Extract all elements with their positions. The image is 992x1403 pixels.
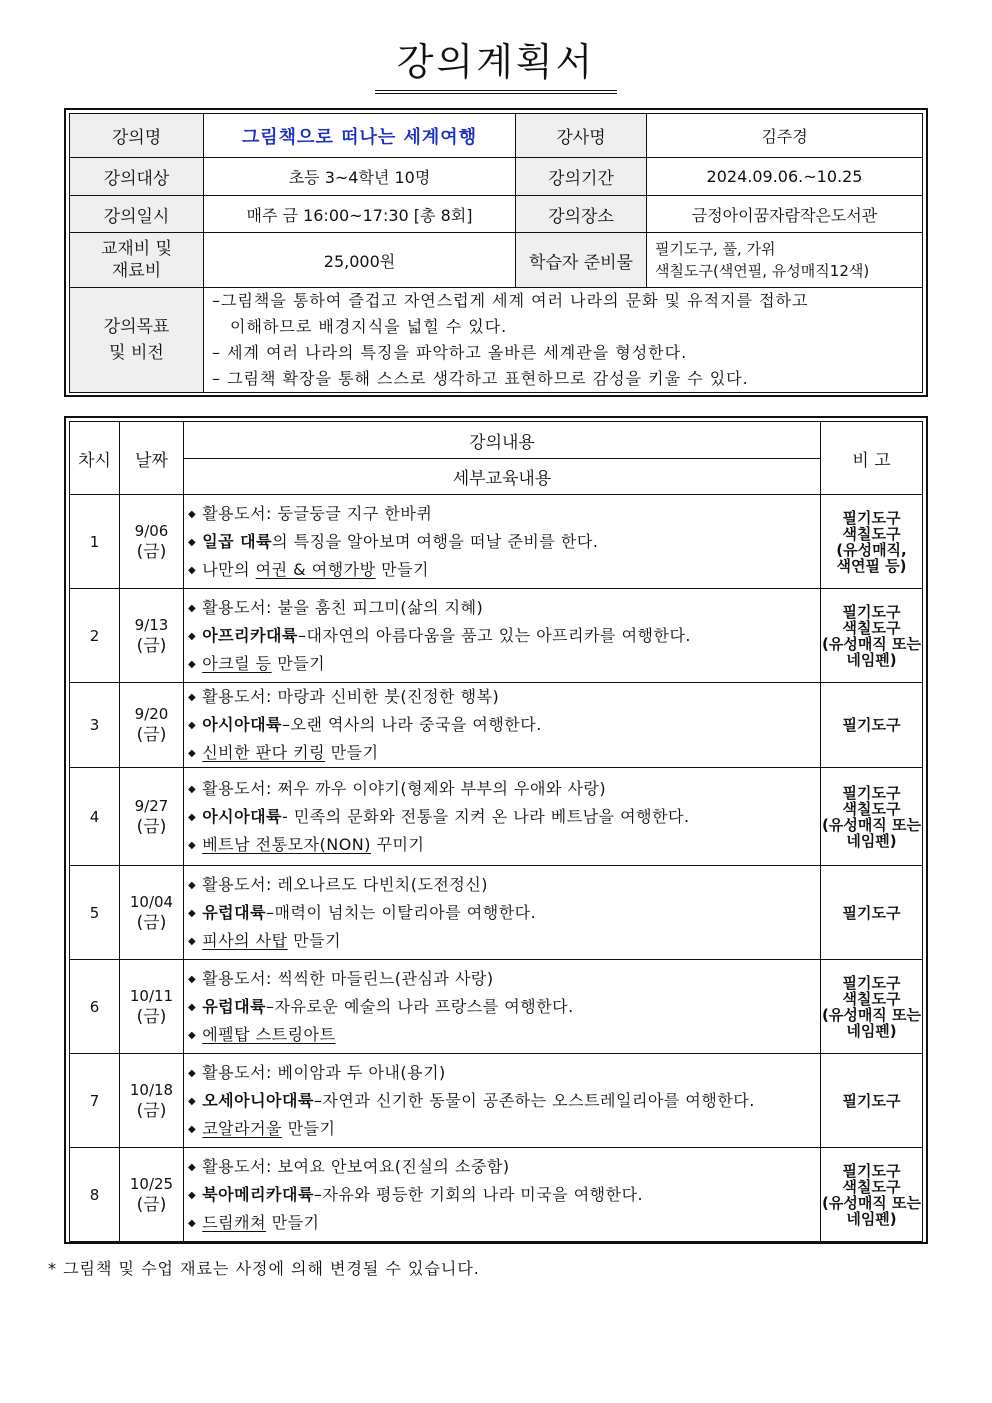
diamond-bullet-icon: ◆ <box>188 630 197 642</box>
course-name-label: 강의명 <box>70 114 204 158</box>
goals-label-line-1: 강의목표 <box>103 317 170 337</box>
session-date: 9/06 <box>134 521 169 540</box>
note-line: 네임펜) <box>846 650 897 669</box>
session-date: 9/20 <box>134 705 169 723</box>
session-detail <box>184 1054 821 1148</box>
activity-item: 코알라거울 <box>202 1118 282 1138</box>
detail-header: 세부교육내용 <box>184 459 821 495</box>
topic-text: –매력이 넘치는 이탈리아를 여행한다. <box>266 902 537 922</box>
period-label: 강의기간 <box>516 158 647 196</box>
prep-value <box>647 233 923 288</box>
document-title: 강의계획서 <box>375 36 618 94</box>
schedule-label: 강의일시 <box>70 196 204 233</box>
continent-name: 오세아니아대륙 <box>202 1090 314 1110</box>
note-line: 색칠도구 <box>842 1177 901 1196</box>
continent-name: 북아메리카대륙 <box>202 1184 314 1204</box>
prep-line-2: 색칠도구(색연필, 유성매직12색) <box>655 262 870 280</box>
book-text: 활용도서: 씩씩한 마들린느(관심과 사랑) <box>202 968 494 988</box>
book-text: 활용도서: 쩌우 까우 이야기(형제와 부부의 우애와 사랑) <box>202 778 607 798</box>
activity-suffix: 만들기 <box>375 559 430 579</box>
topic-text: –자유와 평등한 기회의 나라 미국을 여행한다. <box>313 1184 644 1204</box>
instructor-label: 강사명 <box>516 114 647 158</box>
session-weekday: (금) <box>136 912 167 933</box>
session-number: 7 <box>70 1054 120 1148</box>
activity-suffix: 만들기 <box>287 930 342 950</box>
session-header: 차시 <box>70 422 120 495</box>
diamond-bullet-icon: ◆ <box>188 602 197 614</box>
topic-text: - 민족의 문화와 전통을 지켜 온 나라 베트남을 여행한다. <box>281 806 690 826</box>
prep-label: 학습자 준비물 <box>516 233 647 288</box>
target-label: 강의대상 <box>70 158 204 196</box>
session-detail <box>184 495 821 589</box>
topic-text: –대자연의 아름다움을 품고 있는 아프리카를 여행한다. <box>297 625 692 645</box>
course-name: 그림책으로 떠나는 세계여행 <box>204 114 516 158</box>
schedule-table <box>69 421 923 1242</box>
venue-label: 강의장소 <box>516 196 647 233</box>
fee-value: 25,000원 <box>204 233 516 288</box>
session-row <box>70 960 923 1054</box>
note-line: (유성매직 또는 <box>821 815 922 834</box>
note-line: (유성매직 또는 <box>821 1193 922 1212</box>
topic-line <box>188 993 820 1021</box>
session-detail <box>184 683 821 768</box>
diamond-bullet-icon: ◆ <box>188 1189 197 1201</box>
goals-label <box>70 288 204 393</box>
activity-line <box>188 927 820 955</box>
note-header: 비 고 <box>821 422 923 495</box>
session-date: 9/13 <box>134 615 169 634</box>
session-date-cell <box>120 495 184 589</box>
diamond-bullet-icon: ◆ <box>188 1161 197 1173</box>
book-text: 활용도서: 레오나르도 다빈치(도전정신) <box>202 874 489 894</box>
note-line: (유성매직 또는 <box>821 1005 922 1024</box>
activity-suffix: 만들기 <box>271 653 326 673</box>
session-detail <box>184 589 821 683</box>
session-note <box>821 1054 923 1148</box>
session-number: 4 <box>70 768 120 866</box>
diamond-bullet-icon: ◆ <box>188 973 197 985</box>
note-line: (유성매직 또는 <box>821 634 922 653</box>
session-note <box>821 589 923 683</box>
topic-line <box>188 1181 820 1209</box>
session-date-cell <box>120 768 184 866</box>
session-date: 10/04 <box>129 892 174 911</box>
diamond-bullet-icon: ◆ <box>188 811 197 823</box>
activity-line <box>188 739 820 767</box>
activity-line <box>188 1021 820 1049</box>
session-detail <box>184 1148 821 1242</box>
course-info-table <box>69 113 923 393</box>
activity-item: 신비한 판다 키링 <box>202 743 326 762</box>
note-line: 필기도구 <box>842 1161 901 1180</box>
activity-item: 피사의 사탑 <box>202 930 288 950</box>
fee-label-line-1: 교재비 및 <box>100 239 173 259</box>
diamond-bullet-icon: ◆ <box>188 720 197 731</box>
book-line <box>188 500 820 528</box>
session-note <box>821 768 923 866</box>
book-line <box>188 1059 820 1087</box>
book-text: 활용도서: 베이암과 두 아내(용기) <box>202 1062 446 1082</box>
session-row <box>70 866 923 960</box>
goals-text <box>204 288 923 393</box>
activity-suffix: 만들기 <box>266 1212 320 1232</box>
note-line: 필기도구 <box>842 903 901 922</box>
session-date-cell <box>120 589 184 683</box>
book-line <box>188 871 820 899</box>
note-line: 필기도구 <box>842 783 901 802</box>
session-note <box>821 495 923 589</box>
activity-line <box>188 650 820 678</box>
session-detail <box>184 866 821 960</box>
activity-item: 베트남 전통모자(NON) <box>202 834 371 854</box>
activity-item: 에펠탑 스트링아트 <box>202 1024 336 1044</box>
goal-2: – 세계 여러 나라의 특징을 파악하고 올바른 세계관을 형성한다. <box>212 343 688 362</box>
session-note <box>821 866 923 960</box>
book-line <box>188 594 820 622</box>
diamond-bullet-icon: ◆ <box>188 1095 197 1107</box>
diamond-bullet-icon: ◆ <box>188 564 197 576</box>
activity-line <box>188 556 820 584</box>
diamond-bullet-icon: ◆ <box>188 1067 197 1079</box>
session-weekday: (금) <box>136 541 167 562</box>
session-number: 3 <box>70 683 120 768</box>
diamond-bullet-icon: ◆ <box>188 748 197 759</box>
date-header: 날짜 <box>120 422 184 495</box>
book-text: 활용도서: 마랑과 신비한 붓(진정한 행복) <box>202 687 500 706</box>
note-line: 필기도구 <box>842 973 901 992</box>
session-number: 5 <box>70 866 120 960</box>
session-note <box>821 1148 923 1242</box>
book-line <box>188 965 820 993</box>
session-weekday: (금) <box>136 1194 167 1215</box>
session-date: 10/11 <box>129 986 174 1005</box>
session-date: 10/18 <box>129 1080 174 1099</box>
diamond-bullet-icon: ◆ <box>188 658 197 670</box>
topic-text: –오랜 역사의 나라 중국을 여행한다. <box>281 715 542 734</box>
session-rows <box>70 495 923 1242</box>
prep-line-1: 필기도구, 풀, 가위 <box>655 240 776 258</box>
topic-text: –자연과 신기한 동물이 공존하는 오스트레일리아를 여행한다. <box>313 1090 755 1110</box>
diamond-bullet-icon: ◆ <box>188 935 197 947</box>
note-line: 색칠도구 <box>842 989 901 1008</box>
note-line: 색칠도구 <box>842 618 901 637</box>
session-weekday: (금) <box>136 1100 167 1121</box>
topic-line <box>188 528 820 556</box>
activity-prefix: 나만의 <box>202 559 256 579</box>
diamond-bullet-icon: ◆ <box>188 783 197 795</box>
session-date-cell <box>120 683 184 768</box>
content-header: 강의내용 <box>184 422 821 459</box>
session-detail <box>184 768 821 866</box>
session-weekday: (금) <box>136 1006 167 1027</box>
session-weekday: (금) <box>136 635 167 656</box>
session-date-cell <box>120 1148 184 1242</box>
session-date: 9/27 <box>134 796 169 815</box>
document-title-wrap <box>0 36 992 94</box>
venue-value: 금정아이꿈자람작은도서관 <box>647 196 923 233</box>
continent-name: 아시아대륙 <box>202 806 282 826</box>
note-line: (유성매직, <box>836 540 907 559</box>
topic-line <box>188 622 820 650</box>
instructor-name: 김주경 <box>647 114 923 158</box>
book-line <box>188 775 820 803</box>
book-text: 활용도서: 불을 훔친 피그미(삶의 지혜) <box>202 597 484 617</box>
session-row <box>70 683 923 768</box>
continent-name: 아시아대륙 <box>202 715 282 734</box>
note-line: 색칠도구 <box>842 799 901 818</box>
session-number: 6 <box>70 960 120 1054</box>
session-date-cell <box>120 866 184 960</box>
diamond-bullet-icon: ◆ <box>188 839 197 851</box>
continent-name: 유럽대륙 <box>202 996 267 1016</box>
note-line: 네임펜) <box>846 831 897 850</box>
session-weekday: (금) <box>136 816 167 837</box>
session-date: 10/25 <box>129 1174 174 1193</box>
session-number: 2 <box>70 589 120 683</box>
activity-line <box>188 1209 820 1237</box>
topic-text: 의 특징을 알아보며 여행을 떠날 준비를 한다. <box>272 531 599 551</box>
session-date-cell <box>120 1054 184 1148</box>
goals-label-line-2: 및 비전 <box>109 343 164 363</box>
note-line: 색칠도구 <box>842 524 901 543</box>
diamond-bullet-icon: ◆ <box>188 508 197 520</box>
schedule-value: 매주 금 16:00~17:30 [총 8회] <box>204 196 516 233</box>
session-date-cell <box>120 960 184 1054</box>
diamond-bullet-icon: ◆ <box>188 907 197 919</box>
diamond-bullet-icon: ◆ <box>188 1001 197 1013</box>
activity-item: 아크릴 등 <box>202 653 272 673</box>
activity-suffix: 만들기 <box>281 1118 336 1138</box>
session-weekday: (금) <box>136 725 167 745</box>
session-number: 1 <box>70 495 120 589</box>
note-line: 네임펜) <box>846 1209 897 1228</box>
activity-line <box>188 1115 820 1143</box>
diamond-bullet-icon: ◆ <box>188 879 197 891</box>
note-line: 필기도구 <box>842 602 901 621</box>
session-row <box>70 1148 923 1242</box>
book-line <box>188 1153 820 1181</box>
activity-suffix: 꾸미기 <box>371 834 425 854</box>
note-line: 필기도구 <box>842 1091 901 1110</box>
note-line: 필기도구 <box>842 508 901 527</box>
course-info-frame <box>64 108 928 397</box>
book-text: 활용도서: 둥글둥글 지구 한바퀴 <box>202 503 433 523</box>
continent-name: 유럽대륙 <box>202 902 267 922</box>
topic-line <box>188 711 820 739</box>
goal-3: – 그림책 확장을 통해 스스로 생각하고 표현하므로 감성을 키울 수 있다. <box>212 369 749 388</box>
activity-line <box>188 831 820 859</box>
fee-label-line-2: 재료비 <box>111 261 162 281</box>
activity-item: 여권 & 여행가방 <box>255 559 376 579</box>
topic-text: –자유로운 예술의 나라 프랑스를 여행한다. <box>266 996 574 1016</box>
session-row <box>70 495 923 589</box>
session-detail <box>184 960 821 1054</box>
topic-line <box>188 1087 820 1115</box>
activity-item: 드림캐쳐 <box>202 1212 267 1232</box>
book-text: 활용도서: 보여요 안보여요(진실의 소중함) <box>202 1156 510 1176</box>
diamond-bullet-icon: ◆ <box>188 1217 197 1229</box>
session-number: 8 <box>70 1148 120 1242</box>
note-line: 색연필 등) <box>836 556 907 575</box>
topic-line <box>188 803 820 831</box>
book-line <box>188 683 820 711</box>
diamond-bullet-icon: ◆ <box>188 1123 197 1135</box>
diamond-bullet-icon: ◆ <box>188 1029 197 1041</box>
activity-suffix: 만들기 <box>325 743 379 762</box>
session-row <box>70 1054 923 1148</box>
session-note <box>821 960 923 1054</box>
note-line: 필기도구 <box>842 716 901 734</box>
continent-name: 일곱 대륙 <box>202 531 273 551</box>
goal-1-continued: 이해하므로 배경지식을 넓힐 수 있다. <box>230 317 508 336</box>
session-row <box>70 589 923 683</box>
footnote: * 그림책 및 수업 재료는 사정에 의해 변경될 수 있습니다. <box>48 1259 480 1278</box>
note-line: 네임펜) <box>846 1021 897 1040</box>
target-value: 초등 3~4학년 10명 <box>204 158 516 196</box>
diamond-bullet-icon: ◆ <box>188 536 197 548</box>
session-row <box>70 768 923 866</box>
continent-name: 아프리카대륙 <box>202 625 298 645</box>
schedule-frame <box>64 416 928 1244</box>
topic-line <box>188 899 820 927</box>
session-note <box>821 683 923 768</box>
diamond-bullet-icon: ◆ <box>188 692 197 703</box>
fee-label <box>70 233 204 288</box>
period-value: 2024.09.06.~10.25 <box>647 158 923 196</box>
goal-1: –그림책을 통하여 즐겁고 자연스럽게 세계 여러 나라의 문화 및 유적지를 접하고 <box>212 291 809 310</box>
